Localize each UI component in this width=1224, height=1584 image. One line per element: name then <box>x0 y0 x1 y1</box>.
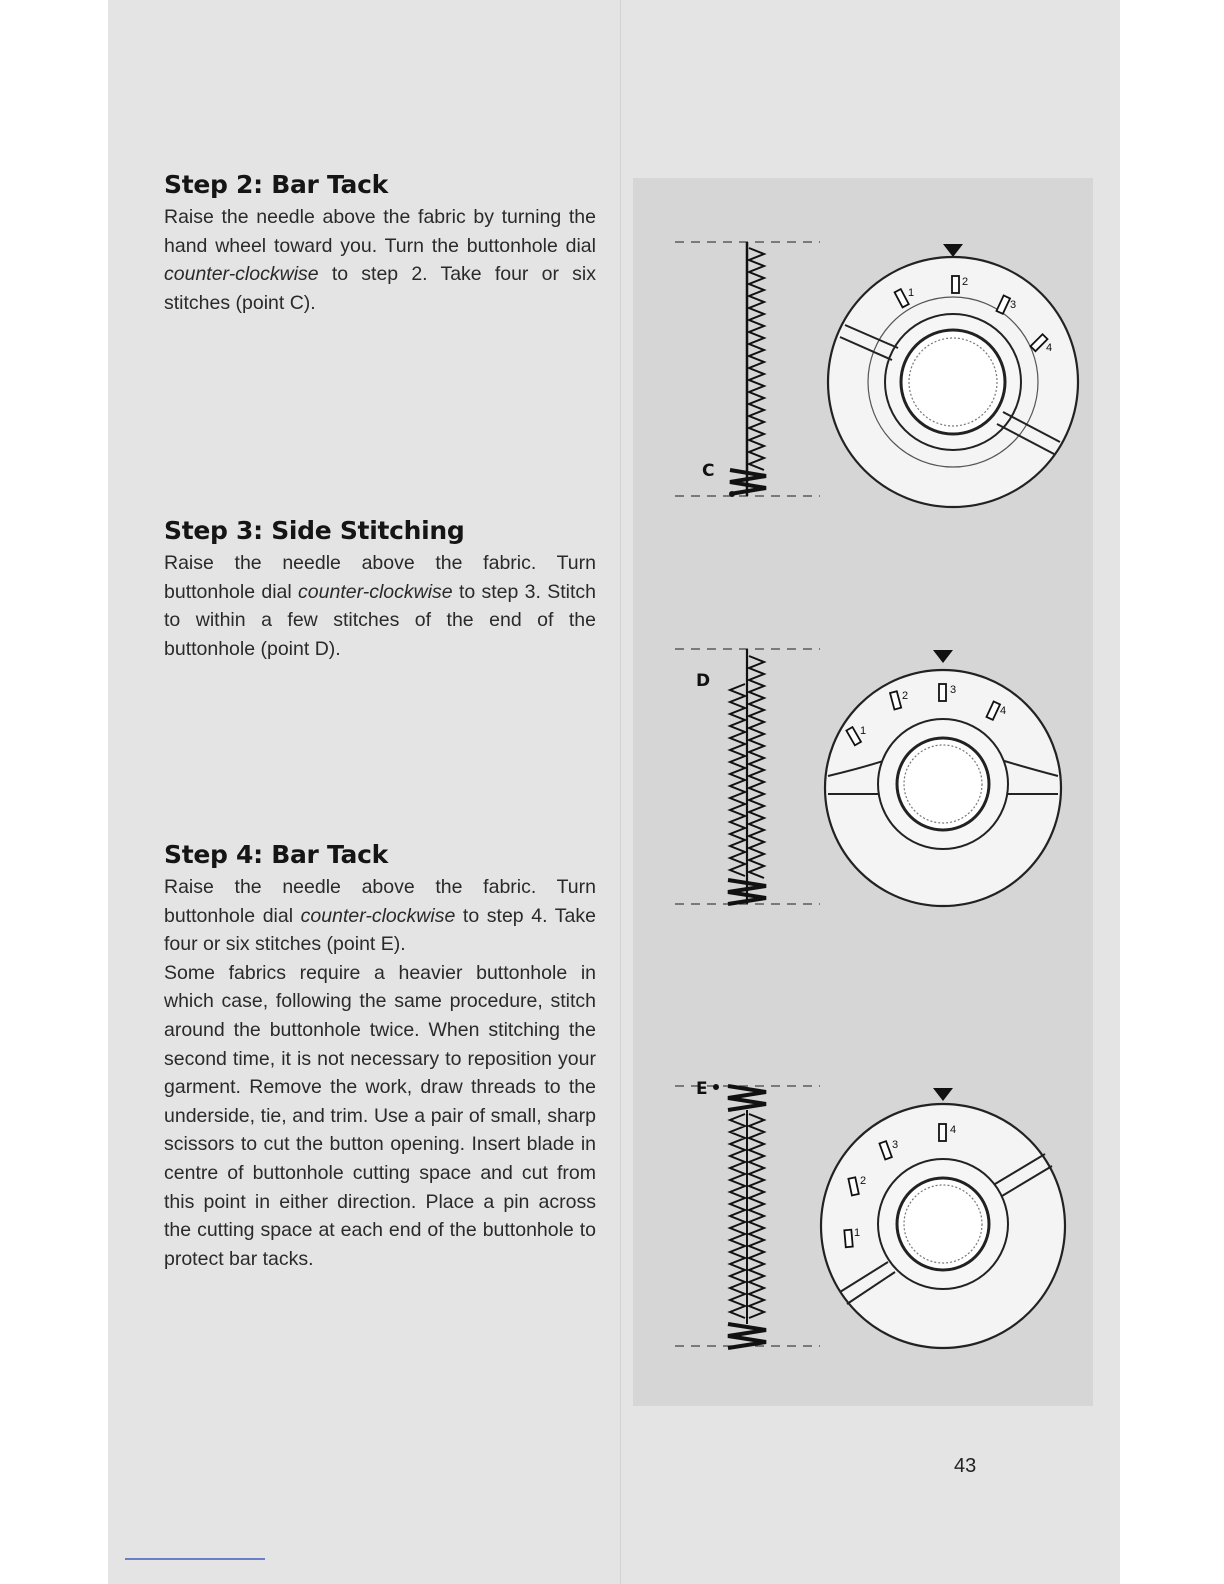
column-divider <box>620 0 621 1584</box>
step-4-text: Raise the needle above the fabric. Turn buttonhole dial counter-clockwise to step 4. Take four or six stitches (point E). <box>164 876 596 956</box>
point-label: E <box>696 1079 708 1099</box>
point-label: C <box>702 461 715 481</box>
step-3-heading: Step 3: Side Stitching <box>164 516 465 545</box>
step-4-extra-text: Some fabrics require a heavier buttonhole in which case, following the same procedure, stitch around the buttonhole twice. When stitching the second time, it is not necessary to reposition your garment. Remove the work, draw threads to the underside, tie, and trim. Use a pair of small, sharp scissors to cut the button opening. Insert blade in centre of buttonhole cutting space and cut from this point in either direction. Place a pin across the cutting space at each end of the buttonhole to protect bar tacks. <box>164 961 596 1270</box>
dial-label-4: 4 <box>950 1124 957 1136</box>
figure-step-2-drawing <box>640 230 1090 520</box>
figure-step-4-drawing <box>640 1074 1090 1364</box>
figure-step-3 <box>640 636 1090 926</box>
dial-label-3: 3 <box>950 684 957 696</box>
dial-label-1: 1 <box>860 725 867 737</box>
step-4-heading: Step 4: Bar Tack <box>164 840 388 869</box>
dial-label-1: 1 <box>854 1227 861 1239</box>
dial-label-3: 3 <box>892 1139 899 1151</box>
figure-step-3-drawing <box>640 636 1090 926</box>
figure-step-2 <box>640 230 1090 520</box>
dial-label-2: 2 <box>962 276 969 288</box>
dial-label-4: 4 <box>1046 342 1053 354</box>
dial-label-2: 2 <box>902 690 909 702</box>
step-3-section <box>164 516 596 663</box>
figure-step-4 <box>640 1074 1090 1364</box>
step-4-section <box>164 840 596 1273</box>
dial-label-2: 2 <box>860 1175 867 1187</box>
step-2-section <box>164 170 596 317</box>
step-3-text: Raise the needle above the fabric. Turn buttonhole dial counter-clockwise to step 3. Stitch to within a few stitches of the end of the buttonhole (point D). <box>164 552 596 660</box>
dial-label-3: 3 <box>1010 299 1017 311</box>
page-number: 43 <box>954 1455 977 1477</box>
scan-edge-line <box>125 1558 265 1560</box>
point-label: D <box>696 671 711 691</box>
step-2-text: Raise the needle above the fabric by turning the hand wheel toward you. Turn the buttonhole dial counter-clockwise to step 2. Take four or six stitches (point C). <box>164 206 596 314</box>
step-2-heading: Step 2: Bar Tack <box>164 170 388 199</box>
dial-label-1: 1 <box>908 287 915 299</box>
dial-label-4: 4 <box>1000 705 1007 717</box>
